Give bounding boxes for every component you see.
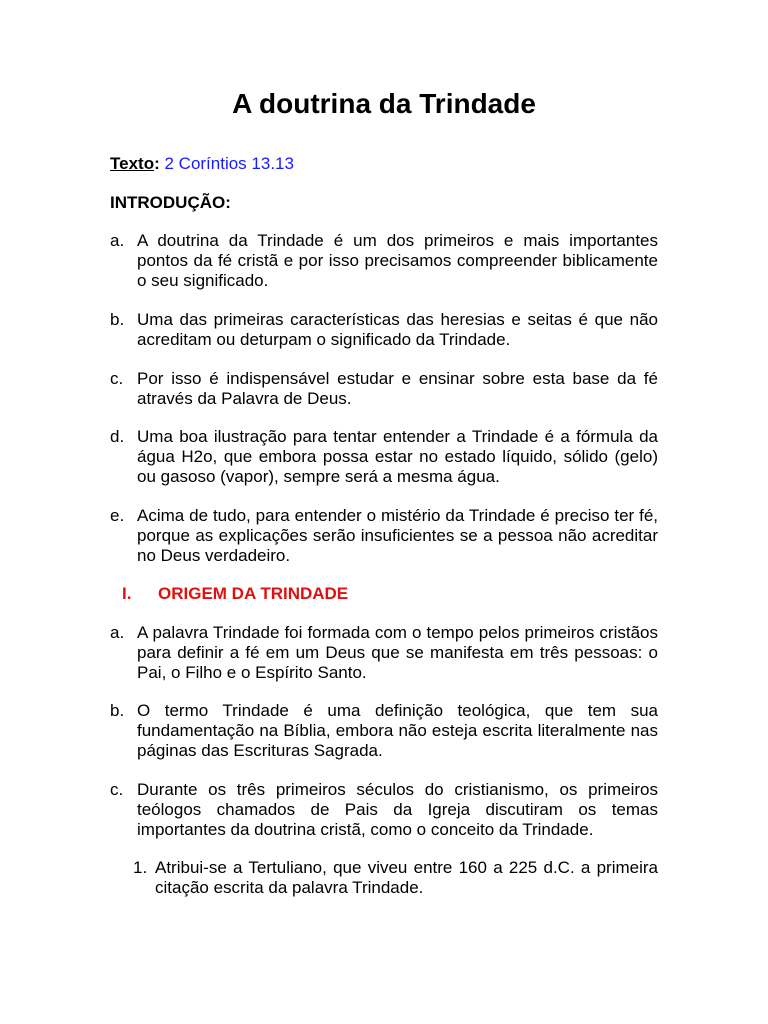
numbered-sub-item [133, 858, 658, 898]
intro-list-item [110, 310, 658, 350]
list-item-text: Uma boa ilustração para tentar entender a Trindade é a fórmula da água H2o, que embora possa estar no estado líquido, sólido (gelo) ou gasoso (vapor), sempre será a mesma água. [137, 427, 658, 486]
page-title: A doutrina da Trindade [232, 88, 536, 119]
section-heading [122, 584, 348, 604]
section-list-item [110, 780, 658, 840]
list-item-text: A doutrina da Trindade é um dos primeiros e mais importantes pontos da fé cristã e por isso precisamos compreender biblicamente o seu significado. [137, 231, 658, 290]
list-marker: c. [110, 780, 124, 799]
texto-label: Texto [110, 154, 155, 173]
list-marker: b. [110, 310, 125, 329]
intro-list-item [110, 506, 658, 566]
list-marker: c. [110, 369, 124, 388]
scripture-reference-line [110, 154, 294, 174]
scripture-reference: 2 Coríntios 13.13 [164, 154, 294, 173]
list-item-text: Por isso é indispensável estudar e ensinar sobre esta base da fé através da Palavra de Deus. [137, 369, 658, 408]
list-item-text: Atribui-se a Tertuliano, que viveu entre 160 a 225 d.C. a primeira citação escrita da palavra Trindade. [155, 858, 658, 897]
section-number: I. [122, 584, 132, 603]
section-title: ORIGEM DA TRINDADE [158, 584, 349, 603]
list-item-text: O termo Trindade é uma definição teológica, que tem sua fundamentação na Bíblia, embora não esteja escrita literalmente nas páginas das Escrituras Sagrada. [137, 701, 658, 760]
intro-list-item [110, 231, 658, 291]
intro-list-item [110, 369, 658, 409]
intro-list-item [110, 427, 658, 487]
list-item-text: Acima de tudo, para entender o mistério da Trindade é preciso ter fé, porque as explicações serão insuficientes se a pessoa não acreditar no Deus verdadeiro. [137, 506, 658, 565]
list-item-text: Durante os três primeiros séculos do cristianismo, os primeiros teólogos chamados de Pais da Igreja discutiram os temas importantes da doutrina cristã, como o conceito da Trindade. [137, 780, 658, 839]
list-item-text: Uma das primeiras características das heresias e seitas é que não acreditam ou deturpam o significado da Trindade. [137, 310, 658, 349]
section-list-item [110, 701, 658, 761]
list-marker: d. [110, 427, 125, 446]
list-marker: b. [110, 701, 125, 720]
list-marker: 1. [133, 858, 148, 877]
section-list-item [110, 623, 658, 683]
texto-colon: : [154, 154, 160, 173]
intro-heading: INTRODUÇÃO: [110, 193, 231, 212]
list-marker: a. [110, 231, 125, 250]
list-item-text: A palavra Trindade foi formada com o tempo pelos primeiros cristãos para definir a fé em um Deus que se manifesta em três pessoas: o Pai, o Filho e o Espírito Santo. [137, 623, 658, 682]
list-marker: e. [110, 506, 125, 525]
list-marker: a. [110, 623, 125, 642]
